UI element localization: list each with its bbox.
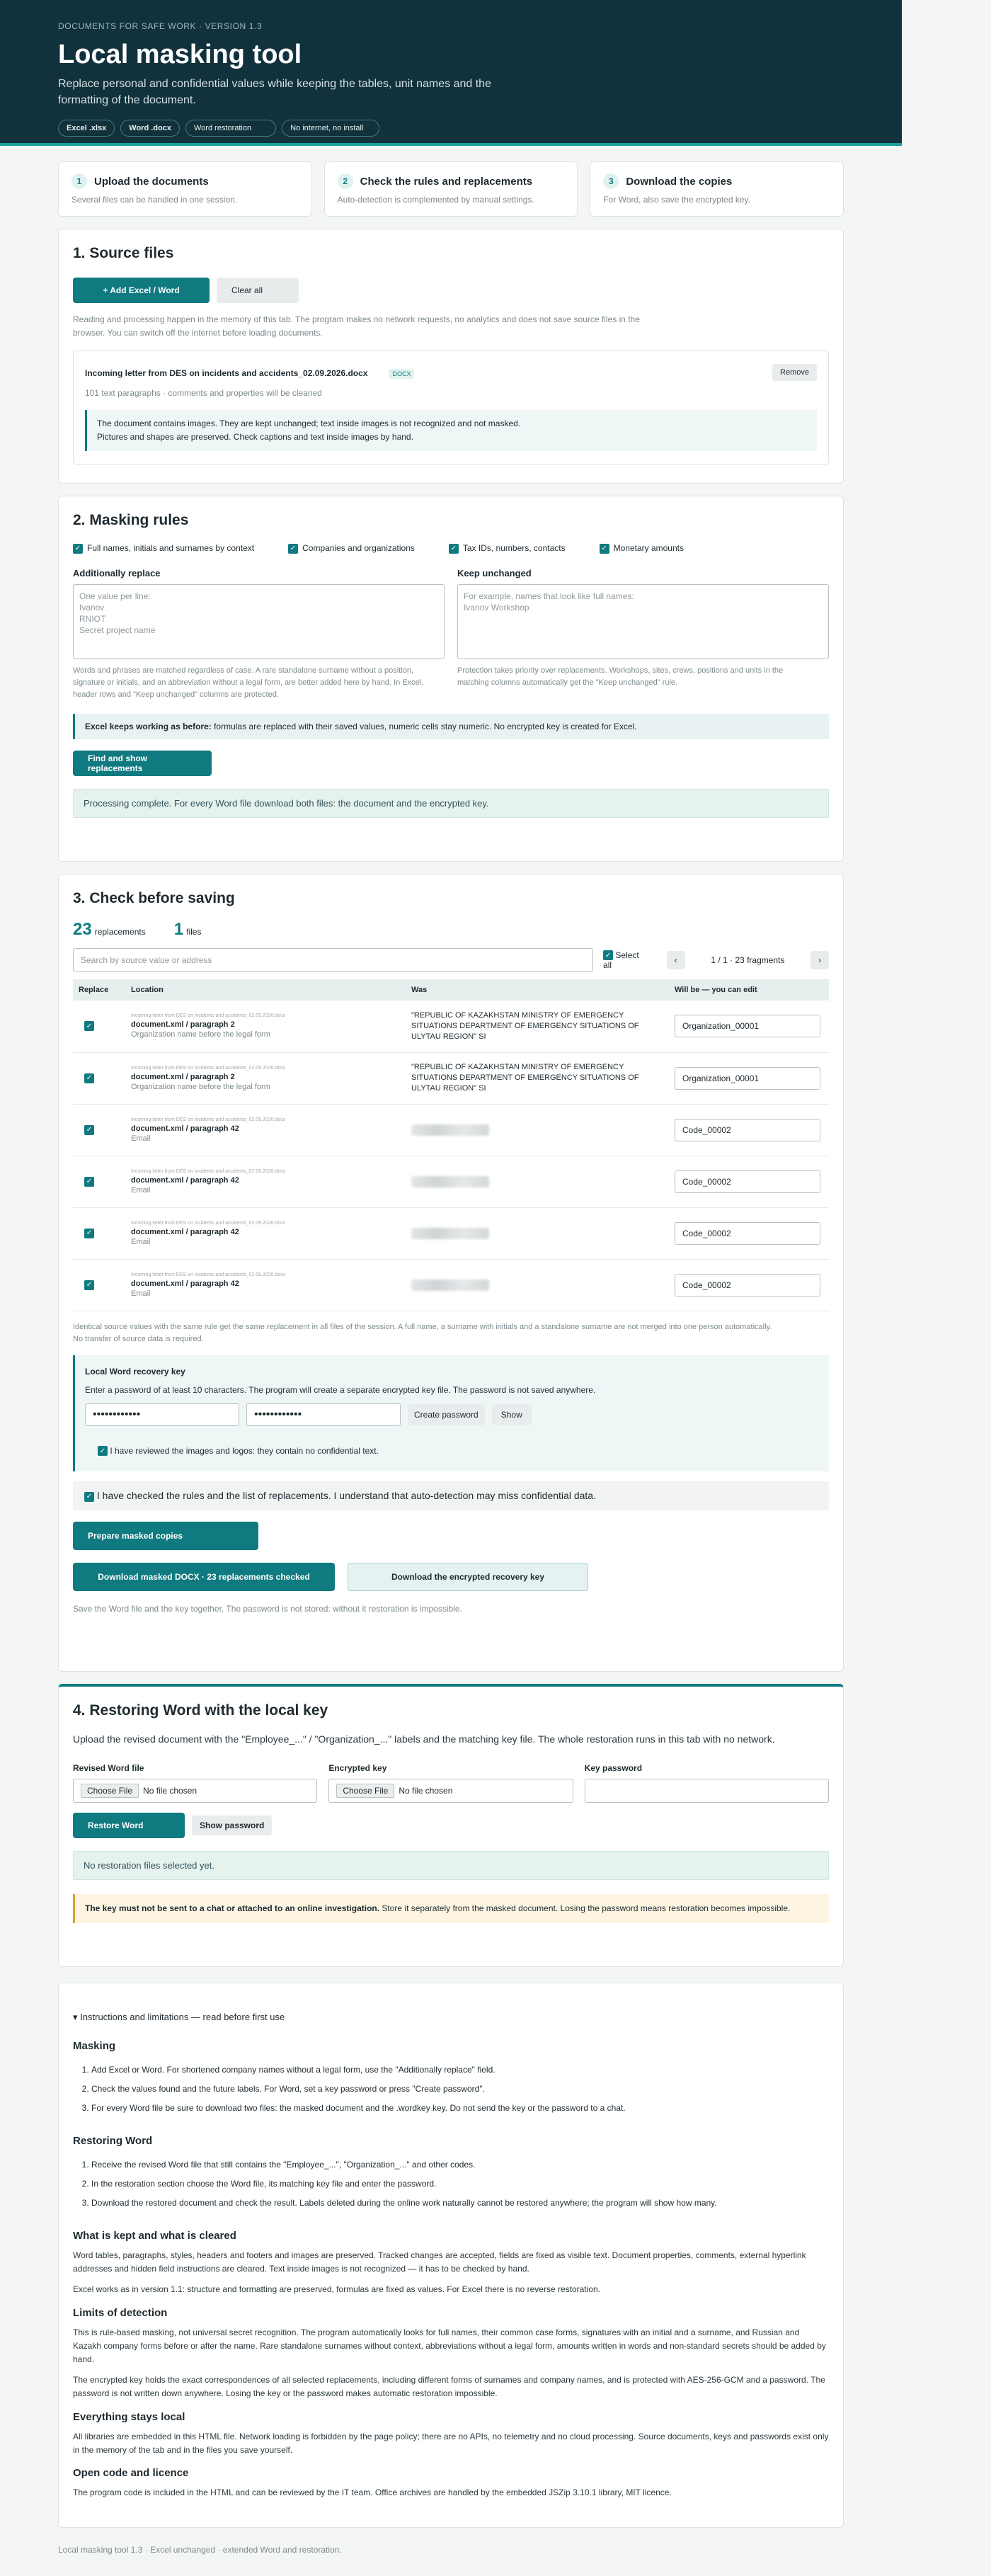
- location-file: Incoming letter from DES on incidents and accidents_02.09.2026.docx: [131, 1220, 286, 1226]
- step-desc: For Word, also save the encrypted key.: [603, 195, 750, 205]
- files-label: files: [186, 927, 202, 937]
- next-page-button[interactable]: ›: [810, 951, 829, 969]
- list-item: 3. Download the restored document and check the result. Labels deleted during the online work naturally cannot be restored anywhere; the program will show how many.: [91, 2194, 829, 2213]
- no-file-text: No file chosen: [399, 1786, 453, 1796]
- replacement-input[interactable]: Code_00002: [675, 1274, 820, 1296]
- checkbox-checked-icon[interactable]: ✓: [84, 1280, 94, 1290]
- replace-cell: [73, 1207, 125, 1259]
- location-cell: [125, 1104, 406, 1156]
- location-file: Incoming letter from DES on incidents and accidents_02.09.2026.docx: [131, 1272, 286, 1277]
- password-input[interactable]: ••••••••••••: [85, 1403, 239, 1426]
- step-title: Download the copies: [626, 175, 733, 188]
- key-password-label: Key password: [584, 1763, 643, 1773]
- replace-note: Words and phrases are matched regardless of case. A rare standalone surname without a position, signature or initials, and an abbreviation without a legal form, are better added here by hand. In Excel, header rows and "Keep unchanged" columns are protected.: [73, 666, 424, 699]
- licence-heading: Open code and licence: [73, 2466, 189, 2479]
- images-info-line: The document contains images. They are kept unchanged; text inside images is not recognized and not masked.: [97, 418, 521, 428]
- restoring-heading: Restoring Word: [73, 2135, 153, 2147]
- checkbox-checked-icon: ✓: [449, 544, 459, 554]
- location-cell: [125, 1156, 406, 1207]
- col-will-be: Will be — you can edit: [669, 979, 829, 1001]
- will-be-cell: [669, 1104, 829, 1156]
- excel-banner-title: Excel keeps working as before:: [85, 721, 212, 731]
- location-file: Incoming letter from DES on incidents and accidents_02.09.2026.docx: [131, 1065, 286, 1071]
- replace-cell: [73, 1052, 125, 1104]
- key-password-input[interactable]: [585, 1779, 829, 1803]
- restore-card: [58, 1684, 844, 1967]
- location-type: Organization name before the legal form: [131, 1030, 270, 1039]
- show-key-password-button[interactable]: Show password: [192, 1816, 272, 1835]
- instructions-toggle[interactable]: [73, 2012, 829, 2023]
- location-path: document.xml / paragraph 2: [131, 1020, 235, 1030]
- was-cell: [406, 1104, 669, 1156]
- checkbox-checked-icon[interactable]: ✓: [84, 1073, 94, 1083]
- checkbox-checked-icon: ✓: [600, 544, 609, 554]
- location-path: document.xml / paragraph 2: [131, 1072, 235, 1081]
- images-info-line: Pictures and shapes are preserved. Check captions and text inside images by hand.: [97, 431, 413, 442]
- restore-word-button[interactable]: Restore Word: [73, 1813, 185, 1838]
- replacements-table: [73, 979, 829, 1311]
- table-row: [73, 1259, 829, 1311]
- download-key-button[interactable]: Download the encrypted recovery key: [348, 1563, 588, 1591]
- word-file-input[interactable]: [73, 1779, 317, 1803]
- key-file-input[interactable]: [328, 1779, 573, 1803]
- check-card: [58, 874, 844, 1672]
- checkbox-checked-icon[interactable]: ✓: [84, 1021, 94, 1031]
- privacy-note: Reading and processing happen in the memory of this tab. The program makes no network requests, no analytics and does not save source files in the browser. You can switch off the internet before loading documents.: [73, 314, 640, 338]
- steps-row: [58, 161, 844, 217]
- will-be-cell: [669, 1259, 829, 1311]
- limits-para: The encrypted key holds the exact correspondences of all selected replacements, including different forms of surnames and company names, and is protected with AES-256-GCM and a password. The password is not written down anywhere. Losing the key or the password makes automatic restoration impossible.: [73, 2375, 825, 2399]
- app-title: Local masking tool: [58, 40, 302, 69]
- location-path: document.xml / paragraph 42: [131, 1124, 239, 1133]
- step-download: [590, 161, 844, 217]
- will-be-cell: [669, 1207, 829, 1259]
- prev-page-button[interactable]: ‹: [667, 951, 685, 969]
- select-all-checkbox[interactable]: [603, 950, 650, 971]
- files-stat: [174, 920, 202, 940]
- source-files-card: [58, 229, 844, 484]
- table-header: [73, 979, 829, 1001]
- chip-restore: Word restoration: [185, 120, 276, 137]
- list-item: 2. In the restoration section choose the Word file, its matching key file and enter the password.: [91, 2175, 829, 2194]
- was-value: "REPUBLIC OF KAZAKHSTAN MINISTRY OF EMERGENCY SITUATIONS DEPARTMENT OF EMERGENCY SITUATIONS OF ULYTAU REGION" SI: [411, 1063, 639, 1093]
- kept-para: Word tables, paragraphs, styles, headers and footers and images are preserved. Tracked changes are accepted, fields are fixed as visible text. Document properties, comments, external hyperlink addresses and hidden field instructions are cleared. Text inside images is not recognized — it has to be checked by hand.: [73, 2250, 806, 2274]
- replacements-count: 23: [73, 920, 92, 939]
- images-info: [85, 410, 817, 451]
- will-be-cell: [669, 1052, 829, 1104]
- key-file-label: Encrypted key: [328, 1763, 387, 1773]
- replacements-stat: [73, 920, 146, 940]
- checkbox-checked-icon[interactable]: ✓: [84, 1177, 94, 1187]
- document-meta: 101 text paragraphs · comments and properties will be cleaned: [85, 388, 322, 399]
- add-files-button[interactable]: + Add Excel / Word: [73, 278, 210, 303]
- table-row: [73, 1104, 829, 1156]
- kept-para: Excel works as in version 1.1: structure and formatting are preserved, formulas are fixed as values. For Excel there is no reverse restoration.: [73, 2284, 600, 2295]
- will-be-cell: [669, 1001, 829, 1052]
- key-title: Local Word recovery key: [85, 1366, 185, 1377]
- images-check-label: I have reviewed the images and logos: they contain no confidential text.: [110, 1445, 379, 1456]
- was-value: "REPUBLIC OF KAZAKHSTAN MINISTRY OF EMERGENCY SITUATIONS DEPARTMENT OF EMERGENCY SITUATIONS OF ULYTAU REGION" SI: [411, 1010, 639, 1041]
- replacement-input[interactable]: Code_00002: [675, 1170, 820, 1193]
- chip-excel: Excel .xlsx: [58, 120, 115, 137]
- instructions-summary: Instructions and limitations — read before first use: [80, 2012, 285, 2022]
- masking-steps: [91, 2061, 829, 2118]
- excel-banner-text: formulas are replaced with their saved values, numeric cells stay numeric. No encrypted key is created for Excel.: [211, 721, 637, 731]
- app-header: [0, 0, 902, 146]
- step-desc: Several files can be handled in one session.: [71, 195, 238, 205]
- search-input[interactable]: [73, 948, 593, 972]
- replace-textarea[interactable]: One value per line: Ivanov RNIOT Secret project name: [73, 584, 445, 659]
- table-row: [73, 1156, 829, 1207]
- step-number: 2: [338, 173, 353, 189]
- show-password-button[interactable]: Show: [492, 1404, 532, 1425]
- replacement-input[interactable]: Organization_00001: [675, 1067, 820, 1090]
- step-number: 3: [603, 173, 619, 189]
- rule-amounts[interactable]: [600, 543, 684, 554]
- blurred-value: [411, 1124, 489, 1136]
- location-cell: [125, 1207, 406, 1259]
- step-check: [324, 161, 578, 217]
- prepare-copies-button[interactable]: Prepare masked copies: [73, 1522, 258, 1550]
- location-type: Email: [131, 1237, 151, 1246]
- checkbox-checked-icon: ✓: [73, 544, 83, 554]
- will-be-cell: [669, 1156, 829, 1207]
- feature-chips: [58, 120, 844, 137]
- location-file: Incoming letter from DES on incidents and accidents_02.09.2026.docx: [131, 1168, 286, 1174]
- was-cell: [406, 1156, 669, 1207]
- rule-checkboxes: [73, 543, 829, 554]
- table-row: [73, 1001, 829, 1052]
- section-title: 3. Check before saving: [73, 890, 235, 906]
- find-replacements-button[interactable]: Find and show replacements: [73, 751, 212, 776]
- pager-text: 1 / 1 · 23 fragments: [711, 955, 785, 965]
- limits-heading: Limits of detection: [73, 2306, 168, 2319]
- step-upload: [58, 161, 312, 217]
- download-docx-button[interactable]: Download masked DOCX · 23 replacements checked: [73, 1563, 335, 1591]
- key-warning: [73, 1894, 829, 1923]
- document-entry: [73, 351, 829, 465]
- file-type-badge: DOCX: [389, 369, 414, 379]
- location-type: Email: [131, 1134, 151, 1143]
- checkbox-checked-icon: ✓: [84, 1492, 94, 1502]
- chip-word: Word .docx: [120, 120, 180, 137]
- replace-cell: [73, 1156, 125, 1207]
- location-path: document.xml / paragraph 42: [131, 1279, 239, 1288]
- blurred-value: [411, 1176, 489, 1187]
- keep-note: Protection takes priority over replacements. Workshops, sites, crews, positions and units in the matching columns automatically get the "Keep unchanged" rule.: [457, 666, 784, 687]
- replace-cell: [73, 1259, 125, 1311]
- checkbox-checked-icon[interactable]: ✓: [84, 1229, 94, 1238]
- local-para: All libraries are embedded in this HTML file. Network loading is forbidden by the page policy; there are no APIs, no telemetry and no cloud processing. Source documents, keys and passwords exist only in the memory of the tab and in the files you save yourself.: [73, 2431, 829, 2455]
- triangle-down-icon: ▾: [73, 2012, 78, 2022]
- section-title: 1. Source files: [73, 245, 174, 261]
- was-cell: [406, 1207, 669, 1259]
- checkbox-label: Full names, initials and surnames by context: [87, 543, 255, 553]
- location-path: document.xml / paragraph 42: [131, 1175, 239, 1185]
- excel-banner: [73, 714, 829, 739]
- page-footer: Local masking tool 1.3 · Excel unchanged · extended Word and restoration.: [58, 2545, 342, 2555]
- rules-checked-checkbox[interactable]: [73, 1481, 829, 1510]
- limits-para: This is rule-based masking, not universal secret recognition. The program automatically looks for full names, their common case forms, signatures with an initial and a surname, and Russian and Kazakh company forms before or after the name. Rare standalone surnames without context, abbreviations without a legal form, amounts written in words and non-standard secrets should be added by hand.: [73, 2327, 826, 2364]
- restore-desc: Upload the revised document with the "Employee_..." / "Organization_..." labels and the matching key file. The whole restoration runs in this tab with no network.: [73, 1733, 775, 1745]
- warning-text: Store it separately from the masked document. Losing the password means restoration becomes impossible.: [379, 1903, 791, 1913]
- select-all-label: Select all: [603, 950, 639, 971]
- section-title: 2. Masking rules: [73, 512, 189, 528]
- rule-names[interactable]: [73, 543, 254, 554]
- kept-heading: What is kept and what is cleared: [73, 2230, 236, 2242]
- table-body: [73, 1001, 829, 1311]
- location-cell: [125, 1259, 406, 1311]
- header-accent-line: [0, 143, 902, 146]
- remove-document-button[interactable]: Remove: [772, 364, 817, 381]
- col-location: Location: [125, 979, 406, 1001]
- section-title: 4. Restoring Word with the local key: [73, 1702, 328, 1719]
- recovery-key-box: [73, 1355, 829, 1472]
- password-confirm-input[interactable]: ••••••••••••: [246, 1403, 401, 1426]
- processing-status: Processing complete. For every Word file download both files: the document and the encrypted key.: [73, 789, 829, 818]
- table-row: [73, 1052, 829, 1104]
- no-file-text: No file chosen: [143, 1786, 197, 1796]
- local-heading: Everything stays local: [73, 2410, 185, 2423]
- warning-title: The key must not be sent to a chat or attached to an online investigation.: [85, 1903, 380, 1913]
- keep-label: Keep unchanged: [457, 567, 532, 579]
- checkbox-checked-icon: ✓: [98, 1446, 108, 1456]
- was-cell: [406, 1259, 669, 1311]
- location-path: document.xml / paragraph 42: [131, 1227, 239, 1236]
- replacements-label: replacements: [94, 927, 146, 937]
- replacement-input[interactable]: Organization_00001: [675, 1015, 820, 1037]
- table-row: [73, 1207, 829, 1259]
- key-desc: Enter a password of at least 10 characters. The program will create a separate encrypted key file. The password is not saved anywhere.: [85, 1384, 596, 1395]
- step-title: Check the rules and replacements: [360, 175, 533, 188]
- replacement-input[interactable]: Code_00002: [675, 1119, 820, 1141]
- col-replace: Replace: [73, 979, 125, 1001]
- location-file: Incoming letter from DES on incidents and accidents_02.09.2026.docx: [131, 1117, 286, 1122]
- masking-heading: Masking: [73, 2040, 116, 2052]
- save-note: Save the Word file and the key together. The password is not stored: without it restoration is impossible.: [73, 1603, 462, 1614]
- choose-file-button[interactable]: Choose File: [336, 1784, 394, 1798]
- rule-companies[interactable]: [288, 543, 415, 554]
- main-content: [0, 146, 902, 2528]
- location-cell: [125, 1001, 406, 1052]
- col-was: Was: [406, 979, 669, 1001]
- list-item: 1. Receive the revised Word file that still contains the "Employee_...", "Organization_..." and other codes.: [91, 2155, 829, 2175]
- location-type: Organization name before the legal form: [131, 1082, 270, 1091]
- header-kicker: DOCUMENTS FOR SAFE WORK · VERSION 1.3: [58, 21, 263, 31]
- keep-textarea[interactable]: For example, names that look like full names: Ivanov Workshop: [457, 584, 829, 659]
- replacement-input[interactable]: Code_00002: [675, 1222, 820, 1245]
- was-cell: [406, 1001, 669, 1052]
- was-cell: [406, 1052, 669, 1104]
- checkbox-checked-icon: ✓: [603, 950, 613, 960]
- step-title: Upload the documents: [94, 175, 209, 188]
- replace-cell: [73, 1104, 125, 1156]
- list-item: 3. For every Word file be sure to download two files: the masked document and the .wordkey key. Do not send the key or the password to a chat.: [91, 2099, 829, 2118]
- replace-cell: [73, 1001, 125, 1052]
- blurred-value: [411, 1280, 489, 1291]
- location-type: Email: [131, 1289, 151, 1298]
- identical-note: Identical source values with the same rule get the same replacement in all files of the session. A full name, a surname with initials and a standalone surname are not merged into one person automatically. No transfer of source data is required.: [73, 1322, 772, 1343]
- checkbox-label: Tax IDs, numbers, contacts: [462, 543, 566, 553]
- checkbox-label: Monetary amounts: [613, 543, 684, 553]
- restore-status: No restoration files selected yet.: [73, 1851, 829, 1880]
- create-password-button[interactable]: Create password: [408, 1404, 485, 1425]
- images-reviewed-checkbox[interactable]: [98, 1446, 819, 1457]
- list-item: 2. Check the values found and the future labels. For Word, set a key password or press "Create password".: [91, 2080, 829, 2099]
- rule-ids[interactable]: [449, 543, 566, 554]
- blurred-value: [411, 1228, 489, 1239]
- location-cell: [125, 1052, 406, 1104]
- clear-all-button[interactable]: Clear all: [217, 278, 299, 303]
- location-type: Email: [131, 1185, 151, 1195]
- step-number: 1: [71, 173, 87, 189]
- word-file-label: Revised Word file: [73, 1763, 144, 1773]
- search-placeholder: Search by source value or address: [81, 955, 212, 965]
- app-subtitle: Replace personal and confidential values while keeping the tables, unit names and the formatting of the document.: [58, 78, 491, 107]
- checkbox-label: Companies and organizations: [302, 543, 415, 553]
- checkbox-checked-icon[interactable]: ✓: [84, 1125, 94, 1135]
- masking-rules-card: [58, 496, 844, 862]
- instructions-card: [58, 1983, 844, 2528]
- choose-file-button[interactable]: Choose File: [81, 1784, 139, 1798]
- document-name: Incoming letter from DES on incidents and accidents_02.09.2026.docx: [85, 367, 368, 378]
- rules-check-label: I have checked the rules and the list of replacements. I understand that auto-detection may miss confidential data.: [96, 1490, 596, 1502]
- list-item: 1. Add Excel or Word. For shortened company names without a legal form, use the "Additionally replace" field.: [91, 2061, 829, 2080]
- location-file: Incoming letter from DES on incidents and accidents_02.09.2026.docx: [131, 1013, 286, 1019]
- licence-para: The program code is included in the HTML and can be reviewed by the IT team. Office archives are handled by the embedded JSZip 3.10.1 library, MIT licence.: [73, 2487, 672, 2497]
- restoring-steps: [91, 2155, 829, 2213]
- checkbox-checked-icon: ✓: [288, 544, 298, 554]
- chip-offline: No internet, no install: [282, 120, 379, 137]
- files-count: 1: [173, 920, 184, 939]
- replace-label: Additionally replace: [73, 567, 161, 579]
- step-desc: Auto-detection is complemented by manual settings.: [337, 195, 534, 205]
